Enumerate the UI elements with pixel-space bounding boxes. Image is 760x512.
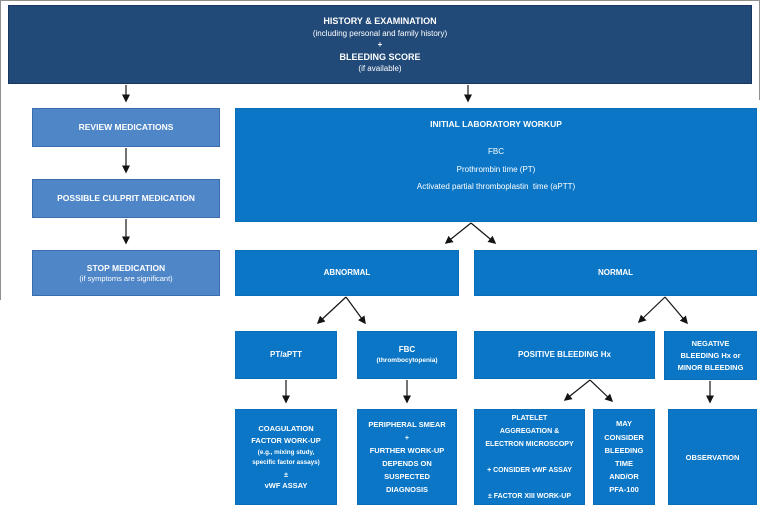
negative-line-1: NEGATIVE [691,338,730,348]
arrow-positive-to-may [590,380,612,401]
review-medications-label: REVIEW MEDICATIONS [78,122,174,133]
may-line-3: BLEEDING [604,445,644,455]
may-line-1: MAY [616,419,632,429]
coagulation-plus-minus: ± [283,469,289,479]
arrow-initial-to-normal [471,223,495,243]
possible-culprit-medication-box [32,179,220,218]
coagulation-factor-workup-box [235,409,337,505]
arrow-initial-to-abnormal [446,223,471,243]
coagulation-small-1: (e.g., mixing study, [257,448,315,456]
coagulation-small-2: specific factor assays) [252,459,320,466]
coagulation-vwf-assay: vWF ASSAY [264,480,308,490]
coagulation-line-2: FACTOR WORK-UP [251,435,321,445]
negative-bleeding-hx-box [664,331,757,380]
pt-aptt-box [235,331,337,379]
peripheral-line-5: SUSPECTED [384,472,430,481]
arrow-positive-to-platelet [565,380,590,400]
abnormal-label: ABNORMAL [323,268,371,278]
bleeding-score-subtitle: (if available) [358,63,402,73]
fbc-label: FBC [398,345,416,355]
observation-label: OBSERVATION [685,452,740,462]
initial-laboratory-workup-box [235,108,757,222]
negative-line-3: MINOR BLEEDING [677,362,744,372]
stop-medication-subtitle: (if symptoms are significant) [79,274,173,284]
may-consider-bleeding-time-box [593,409,655,505]
bleeding-score-title: BLEEDING SCORE [339,51,421,62]
peripheral-smear-box [357,409,457,505]
history-examination-box [8,5,752,84]
normal-label: NORMAL [597,268,634,278]
fbc-subtitle: (thrombocytopenia) [376,356,438,364]
initial-workup-title: INITIAL LABORATORY WORKUP [430,119,562,129]
normal-box [474,250,757,296]
history-subtitle: (including personal and family history) [312,28,448,38]
initial-workup-fbc: FBC [488,147,504,157]
may-line-2: CONSIDER [604,432,644,442]
peripheral-line-2: + [404,433,410,442]
arrow-abnormal-to-fbc [346,297,365,323]
pt-aptt-label: PT/aPTT [269,350,302,360]
platelet-line-2: AGGREGATION & [499,427,560,435]
peripheral-line-3: FURTHER WORK-UP [369,446,445,455]
positive-bleeding-hx-box [474,331,655,379]
may-line-4: TIME [615,459,633,468]
coagulation-line-1: COAGULATION [258,423,314,433]
may-line-5: AND/OR [609,472,639,482]
platelet-aggregation-box [474,409,585,505]
arrow-normal-to-positive [639,297,665,322]
abnormal-box [235,250,459,296]
initial-workup-aptt: Activated partial thromboplastin time (aPTT) [416,182,576,192]
possible-culprit-medication-label: POSSIBLE CULPRIT MEDICATION [57,193,195,204]
peripheral-line-1: PERIPHERAL SMEAR [368,420,446,429]
history-plus: + [377,40,383,50]
stop-medication-label: STOP MEDICATION [86,262,166,273]
initial-workup-pt: Prothrombin time (PT) [456,164,536,174]
arrow-normal-to-negative [665,297,687,323]
stop-medication-box [32,250,220,296]
fbc-box [357,331,457,379]
positive-bleeding-hx-label: POSITIVE BLEEDING Hx [518,350,611,360]
peripheral-line-6: DIAGNOSIS [385,485,429,494]
review-medications-box [32,108,220,147]
platelet-consider-vwf: + CONSIDER vWF ASSAY [487,466,572,474]
observation-box [668,409,757,505]
history-title: HISTORY & EXAMINATION [323,15,437,26]
negative-line-2: BLEEDING Hx or [680,350,741,360]
may-line-6: PFA-100 [609,485,639,495]
platelet-factor-xiii: ± FACTOR XIII WORK-UP [487,492,572,500]
platelet-line-1: PLATELET [511,414,548,422]
peripheral-line-4: DEPENDS ON [382,459,432,468]
platelet-line-3: ELECTRON MICROSCOPY [485,440,574,448]
arrow-abnormal-to-pt-aptt [318,297,346,323]
